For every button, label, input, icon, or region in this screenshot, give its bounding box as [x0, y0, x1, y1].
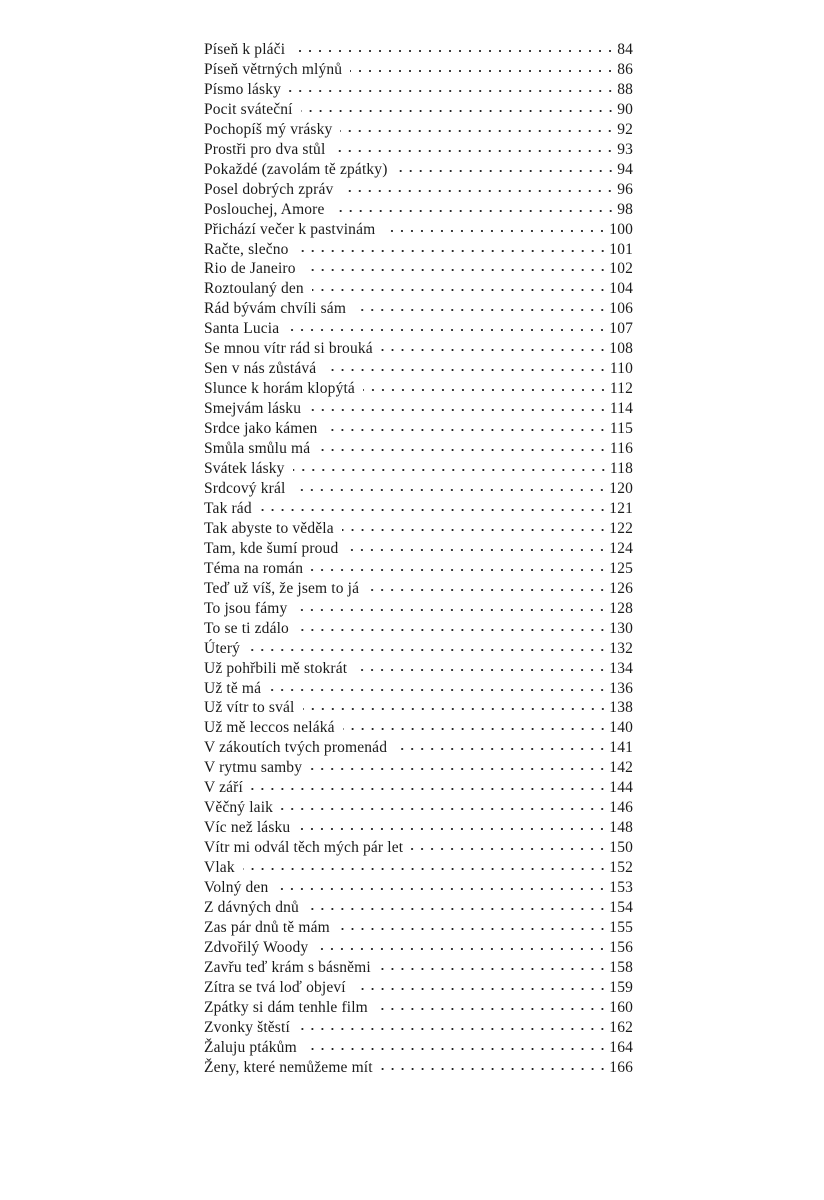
toc-entry: [204, 80, 633, 100]
dot-leader: [383, 229, 607, 233]
entry-page-number: 140: [609, 719, 633, 737]
entry-title: Rád bývám chvíli sám: [204, 300, 347, 318]
entry-title: Zpátky si dám tenhle film: [204, 998, 368, 1016]
dot-leader: [295, 608, 607, 612]
entry-title: Posel dobrých zpráv: [204, 180, 334, 198]
entry-page-number: 134: [609, 659, 633, 677]
dot-leader: [343, 727, 608, 731]
entry-title: Věčný laik: [204, 799, 274, 817]
entry-page-number: 160: [609, 998, 633, 1016]
entry-page-number: 96: [617, 180, 633, 198]
entry-title: Sen v nás zůstává: [204, 360, 317, 378]
entry-page-number: 128: [609, 599, 633, 617]
toc-entry: [204, 998, 633, 1018]
dot-leader: [293, 468, 608, 472]
entry-title: Písmo lásky: [204, 80, 282, 98]
toc-entry: [204, 659, 633, 679]
dot-leader: [333, 149, 615, 153]
entry-title: Žaluju ptákům: [204, 1038, 297, 1056]
table-of-contents: [204, 40, 633, 1078]
entry-title: Tak abyste to věděla: [204, 519, 334, 537]
toc-entry: [204, 359, 633, 379]
entry-page-number: 93: [617, 140, 633, 158]
dot-leader: [297, 249, 608, 253]
toc-entry: [204, 120, 633, 140]
toc-entry: [204, 439, 633, 459]
dot-leader: [287, 328, 607, 332]
dot-leader: [379, 967, 607, 971]
entry-page-number: 101: [609, 240, 633, 258]
entry-page-number: 155: [609, 918, 633, 936]
toc-entry: [204, 1038, 633, 1058]
entry-title: Úterý: [204, 639, 241, 657]
entry-page-number: 154: [609, 898, 633, 916]
toc-entry: [204, 160, 633, 180]
toc-entry: [204, 1058, 633, 1078]
entry-title: Slunce k horám klopýtá: [204, 380, 355, 398]
entry-page-number: 144: [609, 779, 633, 797]
entry-page-number: 110: [609, 360, 633, 378]
entry-page-number: 88: [617, 80, 633, 98]
dot-leader: [318, 448, 608, 452]
entry-title: Račte, slečno: [204, 240, 289, 258]
dot-leader: [297, 628, 607, 632]
toc-entry: [204, 220, 633, 240]
toc-entry: [204, 978, 633, 998]
dot-leader: [346, 548, 607, 552]
entry-title: Prostři pro dva stůl: [204, 140, 326, 158]
entry-page-number: 115: [609, 420, 633, 438]
dot-leader: [289, 89, 615, 93]
entry-page-number: 125: [609, 559, 633, 577]
entry-page-number: 108: [609, 340, 633, 358]
entry-page-number: 141: [609, 739, 633, 757]
entry-page-number: 114: [609, 400, 633, 418]
entry-page-number: 94: [617, 160, 633, 178]
toc-entry: [204, 599, 633, 619]
toc-entry: [204, 778, 633, 798]
entry-page-number: 86: [617, 60, 633, 78]
entry-title: Už pohřbili mě stokrát: [204, 659, 348, 677]
entry-page-number: 84: [617, 41, 633, 58]
entry-title: Zítra se tvá loď objeví: [204, 978, 346, 996]
dot-leader: [293, 488, 607, 492]
entry-title: Vítr mi odvál těch mých pár let: [204, 839, 404, 857]
entry-title: Píseň k pláči: [204, 41, 286, 58]
toc-entry: [204, 798, 633, 818]
toc-entry: [204, 499, 633, 519]
entry-title: V září: [204, 779, 243, 797]
toc-entry: [204, 559, 633, 579]
entry-page-number: 92: [617, 120, 633, 138]
entry-title: Téma na román: [204, 559, 304, 577]
toc-entry: [204, 738, 633, 758]
dot-leader: [381, 1067, 608, 1071]
entry-title: Zvonky štěstí: [204, 1018, 290, 1036]
toc-entry: [204, 758, 633, 778]
entry-page-number: 162: [609, 1018, 633, 1036]
dot-leader: [376, 1007, 607, 1011]
toc-entry: [204, 140, 633, 160]
entry-page-number: 106: [609, 300, 633, 318]
entry-page-number: 146: [609, 799, 633, 817]
entry-page-number: 90: [617, 100, 633, 118]
toc-entry: [204, 279, 633, 299]
entry-page-number: 116: [609, 440, 633, 458]
entry-page-number: 138: [609, 699, 633, 717]
toc-entry: [204, 240, 633, 260]
dot-leader: [354, 987, 608, 991]
entry-page-number: 159: [609, 978, 633, 996]
dot-leader: [367, 588, 607, 592]
entry-page-number: 132: [609, 639, 633, 657]
dot-leader: [248, 648, 607, 652]
entry-page-number: 102: [609, 260, 633, 278]
entry-page-number: 158: [609, 958, 633, 976]
dot-leader: [303, 707, 608, 711]
entry-title: Santa Lucia: [204, 320, 280, 338]
dot-leader: [304, 268, 608, 272]
dot-leader: [269, 688, 607, 692]
entry-title: Svátek lásky: [204, 460, 285, 478]
toc-entry: [204, 339, 633, 359]
entry-title: Se mnou vítr rád si brouká: [204, 340, 373, 358]
entry-page-number: 100: [609, 220, 633, 238]
dot-leader: [243, 867, 608, 871]
dot-leader: [340, 129, 615, 133]
dot-leader: [260, 508, 608, 512]
dot-leader: [381, 348, 608, 352]
entry-title: Zdvořilý Woody: [204, 938, 309, 956]
toc-entry: [204, 958, 633, 978]
dot-leader: [276, 887, 607, 891]
dot-leader: [298, 1027, 607, 1031]
entry-page-number: 104: [609, 280, 633, 298]
entry-title: Ženy, které nemůžeme mít: [204, 1058, 373, 1076]
toc-entry: [204, 1018, 633, 1038]
entry-page-number: 156: [609, 938, 633, 956]
entry-title: Vlak: [204, 859, 235, 877]
toc-entry: [204, 878, 633, 898]
toc-entry: [204, 938, 633, 958]
dot-leader: [333, 209, 616, 213]
toc-entry: [204, 918, 633, 938]
toc-entry: [204, 479, 633, 499]
dot-leader: [338, 927, 607, 931]
entry-page-number: 107: [609, 320, 633, 338]
toc-entry: [204, 60, 633, 80]
dot-leader: [341, 189, 615, 193]
toc-entry: [204, 399, 633, 419]
entry-title: Už vítr to svál: [204, 699, 295, 717]
entry-title: To jsou fámy: [204, 599, 288, 617]
dot-leader: [301, 109, 616, 113]
dot-leader: [312, 288, 607, 292]
entry-page-number: 124: [609, 539, 633, 557]
entry-title: Smůla smůlu má: [204, 440, 311, 458]
entry-page-number: 152: [609, 859, 633, 877]
toc-entry: [204, 419, 633, 439]
entry-page-number: 164: [609, 1038, 633, 1056]
entry-page-number: 153: [609, 879, 633, 897]
toc-entry: [204, 858, 633, 878]
dot-leader: [325, 428, 607, 432]
dot-leader: [281, 807, 607, 811]
entry-title: Tam, kde šumí proud: [204, 539, 339, 557]
toc-entry: [204, 639, 633, 659]
entry-page-number: 112: [609, 380, 633, 398]
entry-page-number: 166: [609, 1058, 633, 1076]
toc-entry: [204, 818, 633, 838]
entry-title: Už tě má: [204, 679, 262, 697]
entry-title: Rio de Janeiro: [204, 260, 296, 278]
entry-title: Už mě leccos neláká: [204, 719, 335, 737]
entry-page-number: 98: [617, 200, 633, 218]
entry-title: Píseň větrných mlýnů: [204, 60, 343, 78]
entry-page-number: 121: [609, 499, 633, 517]
entry-title: Volný den: [204, 879, 269, 897]
toc-entry: [204, 40, 633, 60]
entry-title: Poslouchej, Amore: [204, 200, 325, 218]
toc-entry: [204, 698, 633, 718]
entry-title: Víc než lásku: [204, 819, 291, 837]
entry-title: Smejvám lásku: [204, 400, 302, 418]
entry-page-number: 130: [609, 619, 633, 637]
dot-leader: [311, 568, 607, 572]
toc-entry: [204, 838, 633, 858]
dot-leader: [324, 368, 608, 372]
entry-title: Srdce jako kámen: [204, 420, 318, 438]
dot-leader: [395, 747, 607, 751]
entry-page-number: 120: [609, 479, 633, 497]
entry-title: Tak rád: [204, 499, 252, 517]
toc-entry: [204, 679, 633, 699]
dot-leader: [316, 947, 607, 951]
entry-title: Zavřu teď krám s básněmi: [204, 958, 371, 976]
entry-page-number: 122: [609, 519, 633, 537]
dot-leader: [305, 1047, 608, 1051]
dot-leader: [310, 767, 607, 771]
entry-title: Pocit sváteční: [204, 100, 293, 118]
entry-title: Z dávných dnů: [204, 898, 299, 916]
toc-entry: [204, 619, 633, 639]
toc-entry: [204, 898, 633, 918]
entry-title: Pochopíš mý vrásky: [204, 120, 333, 138]
dot-leader: [309, 408, 608, 412]
entry-page-number: 142: [609, 759, 633, 777]
toc-entry: [204, 459, 633, 479]
entry-title: Roztoulaný den: [204, 280, 304, 298]
entry-page-number: 148: [609, 819, 633, 837]
entry-title: V rytmu samby: [204, 759, 303, 777]
toc-entry: [204, 539, 633, 559]
toc-entry: [204, 579, 633, 599]
entry-title: Teď už víš, že jsem to já: [204, 579, 360, 597]
entry-page-number: 136: [609, 679, 633, 697]
dot-leader: [298, 827, 607, 831]
dot-leader: [354, 308, 607, 312]
entry-page-number: 150: [609, 839, 633, 857]
dot-leader: [396, 169, 616, 173]
toc-entry: [204, 299, 633, 319]
dot-leader: [411, 847, 607, 851]
entry-title: Pokaždé (zavolám tě zpátky): [204, 160, 388, 178]
dot-leader: [355, 668, 607, 672]
entry-title: Srdcový král: [204, 479, 286, 497]
dot-leader: [307, 907, 607, 911]
entry-title: V zákoutích tvých promenád: [204, 739, 388, 757]
entry-title: Přichází večer k pastvinám: [204, 220, 376, 238]
entry-page-number: 118: [609, 460, 633, 478]
toc-entry: [204, 180, 633, 200]
dot-leader: [293, 49, 615, 53]
entry-page-number: 126: [609, 579, 633, 597]
toc-entry: [204, 718, 633, 738]
toc-entry: [204, 319, 633, 339]
entry-title: To se ti zdálo: [204, 619, 289, 637]
dot-leader: [363, 388, 608, 392]
toc-entry: [204, 519, 633, 539]
toc-entry: [204, 100, 633, 120]
dot-leader: [342, 528, 608, 532]
toc-entry: [204, 379, 633, 399]
toc-entry: [204, 259, 633, 279]
entry-title: Zas pár dnů tě mám: [204, 918, 330, 936]
dot-leader: [350, 69, 615, 73]
toc-entry: [204, 200, 633, 220]
dot-leader: [251, 787, 607, 791]
